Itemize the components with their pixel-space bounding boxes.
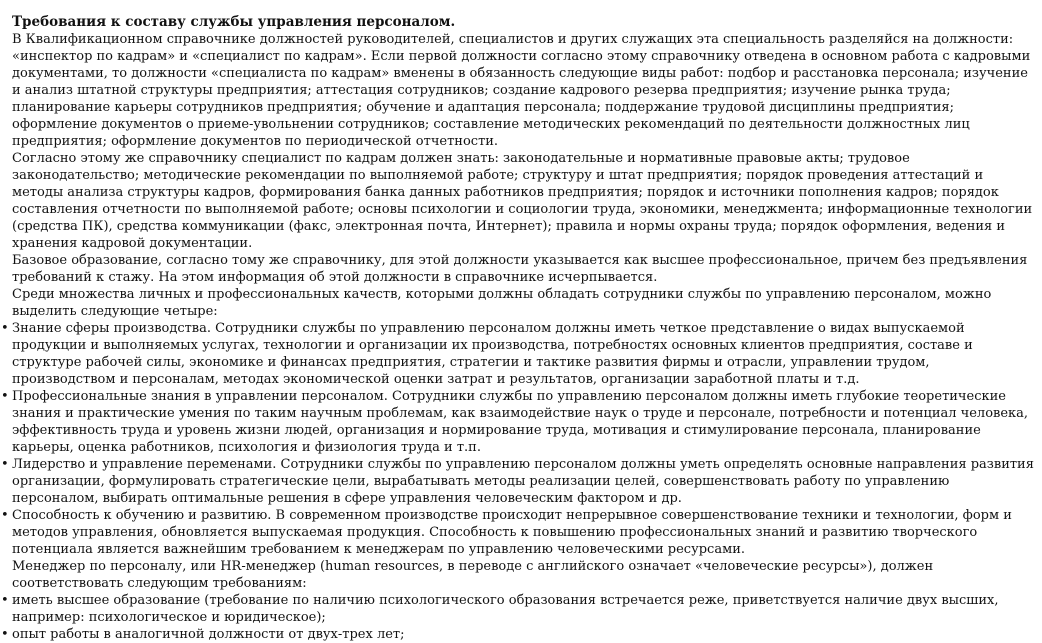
list-item: • Знание сферы производства. Сотрудники службы по управлению персоналом должны иметь четкое представление о видах выпускаемой продукции и выполняемых услугах, технологии и организации их производства, потребностях основных клиентов предприятия, составе и структуре рабочей силы, экономике и финансах предприятия, стратегии и тактике развития фирмы и отрасли, управлении трудом, производством и персоналам, методах экономической оценки затрат и результатов, организации заработной платы и т.д. — [12, 320, 1034, 388]
paragraph-knowledge: Согласно этому же справочнику специалист по кадрам должен знать: законодательные и нормативные правовые акты; трудовое законодательство; методические рекомендации по выполняемой работе; структуру и штат предприятия; порядок проведения аттестаций и методы анализа структуры кадров, формирования банка данных работников предприятия; порядок и источники пополнения кадров; порядок составления отчетности по выполняемой работе; основы психологии и социологии труда, экономики, менеджмента; информационные технологии (средства ПК), средства коммуникации (факс, электронная почта, Интернет); правила и нормы охраны труда; порядок оформления, ведения и хранения кадровой документации. — [12, 151, 1033, 251]
document — [12, 14, 1034, 643]
paragraph-classifier: В Квалификационном справочнике должностей руководителей, специалистов и других служащих эта специальность разделяйся на должности: «инспектор по кадрам» и «специалист по кадрам». Если первой должности согласно этому справочнику отведена в основном работа с кадровыми документами, то должности «специалиста по кадрам» вменены в обязанность следующие виды работ: подбор и расстановка персонала; изучение и анализ штатной структуры предприятия; аттестация сотрудников; создание кадрового резерва предприятия; изучение рынка труда; планирование карьеры сотрудников предприятия; обучение и адаптация персонала; поддержание трудовой дисциплины предприятия; оформление документов о приеме-увольнении сотрудников; составление методических рекомендаций по деятельности должностных лиц предприятия; оформление документов по периодической отчетности. — [12, 32, 1031, 149]
list-item: • Лидерство и управление переменами. Сотрудники службы по управлению персоналом должны уметь определять основные направления развития организации, формулировать стратегические цели, вырабатывать методы реализации целей, совершенствовать работу по управлению персоналом, выбирать оптимальные решения в сфере управления человеческим фактором и др. — [12, 456, 1034, 507]
list-item: • опыт работы в аналогичной должности от двух-трех лет; — [12, 626, 1034, 643]
requirements-list — [12, 592, 1034, 643]
qualities-list — [12, 320, 1034, 558]
list-item: • Профессиональные знания в управлении персоналом. Сотрудники службы по управлению персоналом должны иметь глубокие теоретические знания и практические умения по таким научным проблемам, как взаимодействие наук о труде и персонале, потребности и потенциал человека, эффективность труда и уровень жизни людей, организация и нормирование труда, мотивация и стимулирование персонала, планирование карьеры, оценка работников, психология и физиология труда и т.п. — [12, 388, 1034, 456]
paragraph-hr-manager: Менеджер по персоналу, или HR-менеджер (human resources, в переводе с английского означает «человеческие ресурсы»), должен соответствовать следующим требованиям: — [12, 559, 934, 591]
paragraph-education: Базовое образование, согласно тому же справочнику, для этой должности указывается как высшее профессиональное, причем без предъявления требований к стажу. На этом информация об этой должности в справочнике исчерпывается. — [12, 253, 1028, 285]
list-item: • Способность к обучению и развитию. В современном производстве происходит непрерывное совершенствование техники и технологии, форм и методов управления, обновляется выпускаемая продукция. Способность к повышению профессиональных знаний и развитию творческого потенциала является важнейшим требованием к менеджерам по управлению человеческими ресурсами. — [12, 507, 1034, 558]
document-title: Требования к составу службы управления персоналом. — [12, 14, 456, 30]
list-item: • иметь высшее образование (требование по наличию психологического образования встречается реже, приветствуется наличие двух высших, например: психологическое и юридическое); — [12, 592, 1034, 626]
paragraph-qualities-intro: Среди множества личных и профессиональных качеств, которыми должны обладать сотрудники службы по управлению персоналом, можно выделить следующие четыре: — [12, 287, 992, 319]
